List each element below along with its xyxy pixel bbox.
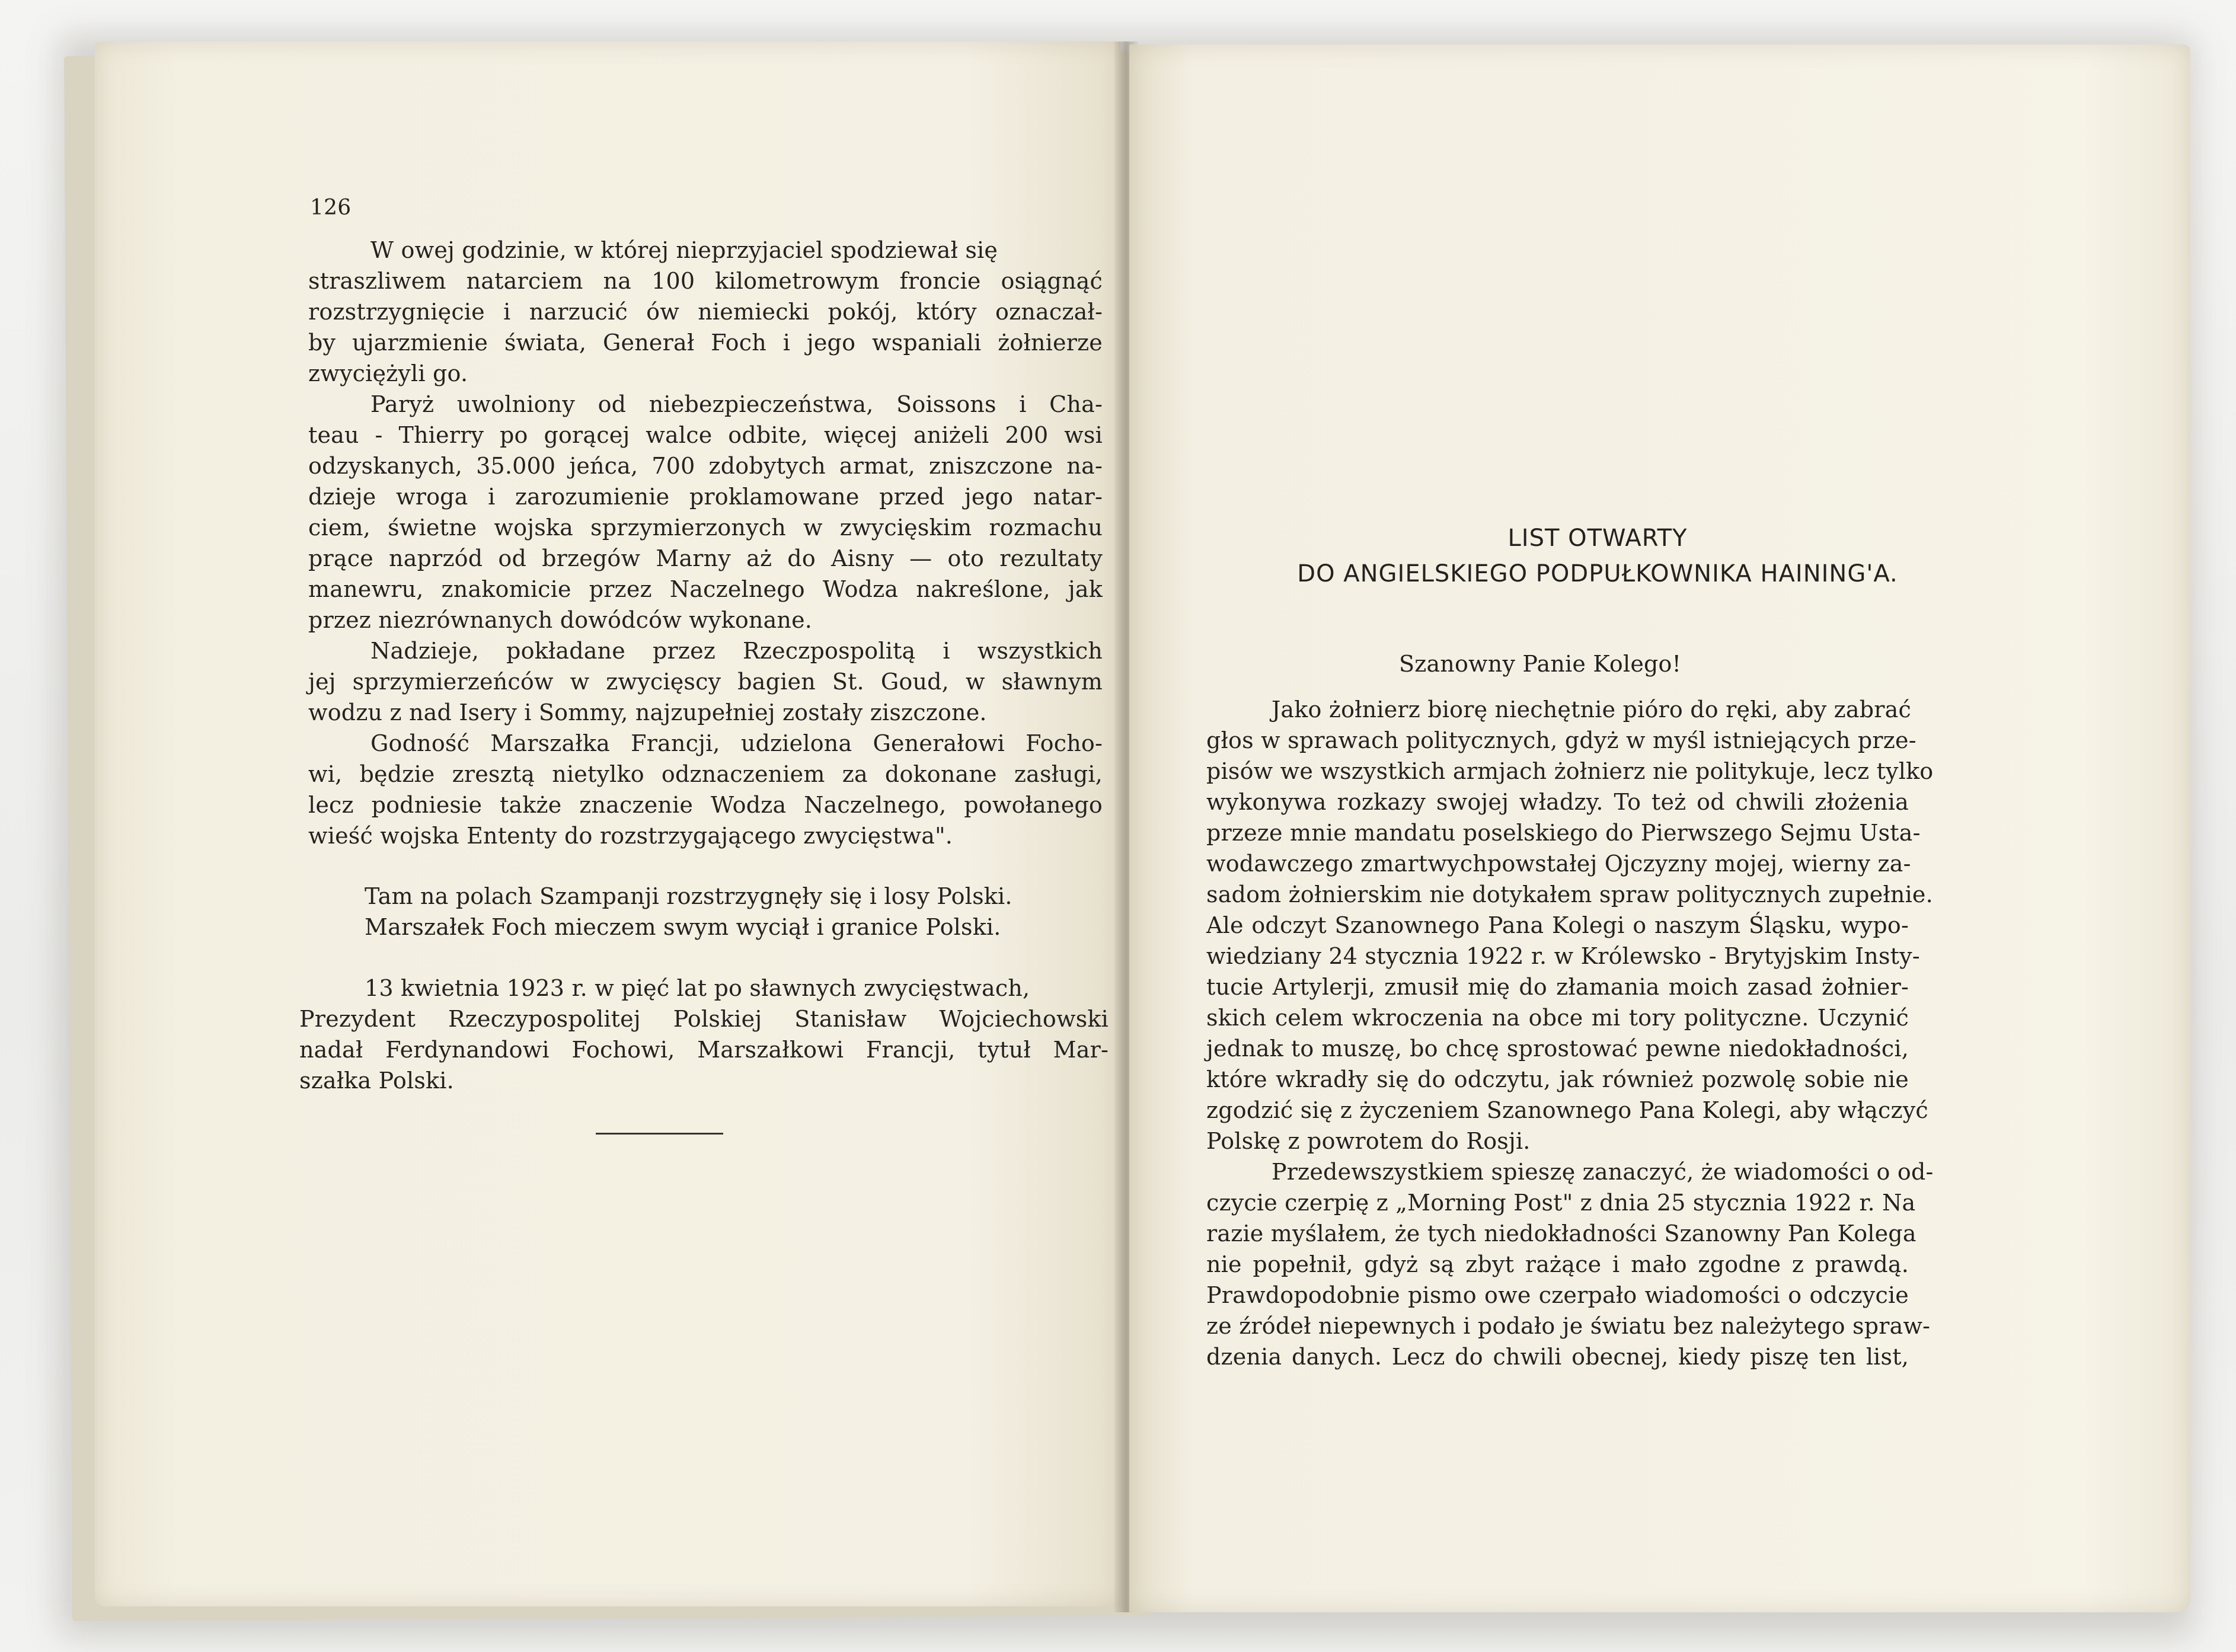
body-line: wieść wojska Ententy do rozstrzygającego zwycięstwa".	[308, 823, 953, 849]
body-line: zwyciężyli go.	[308, 360, 468, 386]
body-line: szałka Polski.	[299, 1068, 454, 1094]
body-line: Nadzieje, pokładane przez Rzeczpospolitą i wszystkich	[370, 638, 1103, 664]
body-line: wykonywa rozkazy swojej władzy. To też od chwili złożenia	[1206, 789, 1909, 815]
body-line: ze źródeł niepewnych i podało je światu bez należytego spraw-	[1206, 1313, 1931, 1339]
body-line: Marszałek Foch mieczem swym wyciął i granice Polski.	[365, 914, 1001, 940]
body-line: manewru, znakomicie przez Naczelnego Wodza nakreślone, jak	[308, 576, 1103, 602]
body-line: nie popełnił, gdyż są zbyt rażące i mało zgodne z prawdą.	[1206, 1251, 1909, 1277]
section-divider	[596, 1133, 723, 1135]
chapter-subtitle: DO ANGIELSKIEGO PODPUŁKOWNIKA HAINING'A.	[1297, 560, 1898, 587]
body-line: skich celem wkroczenia na obce mi tory polityczne. Uczynić	[1206, 1005, 1909, 1031]
body-line: które wkradły się do odczytu, jak również pozwolę sobie nie	[1206, 1066, 1909, 1092]
body-line: jednak to muszę, bo chcę sprostować pewne niedokładności,	[1206, 1036, 1909, 1062]
body-line: Tam na polach Szampanji rozstrzygnęły się i losy Polski.	[365, 883, 1012, 909]
body-line: wodzu z nad Isery i Sommy, najzupełniej zostały ziszczone.	[308, 699, 987, 726]
body-line: rozstrzygnięcie i narzucić ów niemiecki pokój, który oznaczał-	[308, 299, 1103, 325]
body-line: ciem, świetne wojska sprzymierzonych w zwycięskim rozmachu	[308, 515, 1103, 541]
body-line: lecz podniesie także znaczenie Wodza Naczelnego, powołanego	[308, 792, 1103, 818]
body-line: odzyskanych, 35.000 jeńca, 700 zdobytych armat, zniszczone na-	[308, 453, 1103, 479]
right-page	[1129, 44, 2190, 1612]
body-line: Jako żołnierz biorę niechętnie pióro do ręki, aby zabrać	[1272, 696, 1911, 723]
chapter-title: LIST OTWARTY	[1507, 525, 1688, 552]
body-line: straszliwem natarciem na 100 kilometrowym froncie osiągnąć	[308, 268, 1103, 294]
body-line: jej sprzymierzeńców w zwycięscy bagien St. Goud, w sławnym	[308, 669, 1103, 695]
body-line: przez niezrównanych dowódców wykonane.	[308, 607, 813, 633]
page-number: 126	[310, 196, 352, 220]
body-line: 13 kwietnia 1923 r. w pięć lat po sławnych zwycięstwach,	[365, 975, 1030, 1001]
body-line: nadał Ferdynandowi Fochowi, Marszałkowi Francji, tytuł Mar-	[299, 1037, 1109, 1063]
body-line: sadom żołnierskim nie dotykałem spraw politycznych zupełnie.	[1206, 881, 1933, 908]
body-line: W owej godzinie, w której nieprzyjaciel spodziewał się	[370, 237, 998, 263]
body-line: razie myślałem, że tych niedokładności Szanowny Pan Kolega	[1206, 1220, 1916, 1247]
body-line: czycie czerpię z „Morning Post" z dnia 25 stycznia 1922 r. Na	[1206, 1190, 1916, 1216]
body-line: wi, będzie zresztą nietylko odznaczeniem za dokonane zasługi,	[308, 761, 1103, 787]
salutation: Szanowny Panie Kolego!	[1399, 651, 1682, 677]
body-line: pisów we wszystkich armjach żołnierz nie polityku​je, lecz tylko	[1206, 758, 1934, 784]
body-line: przeze mnie mandatu poselskiego do Pierwszego Sejmu Usta-	[1206, 820, 1921, 846]
body-line: Polskę z powrotem do Rosji.	[1206, 1128, 1531, 1154]
body-line: Paryż uwolniony od niebezpieczeństwa, Soissons i Cha-	[370, 391, 1103, 417]
left-page	[95, 41, 1120, 1606]
body-line: wiedziany 24 stycznia 1922 r. w Królewsko - Brytyjskim Insty-	[1206, 943, 1920, 969]
body-line: teau - Thierry po gorącej walce odbite, więcej aniżeli 200 wsi	[308, 422, 1103, 448]
body-line: zgodzić się z życzeniem Szanownego Pana Kolegi, aby włączyć	[1206, 1097, 1928, 1123]
body-line: dzieje wroga i zarozumienie proklamowane przed jego natar-	[308, 484, 1103, 510]
body-line: prące naprzód od brzegów Marny aż do Aisny — oto rezultaty	[308, 545, 1103, 571]
body-line: Godność Marszałka Francji, udzielona Generałowi Focho-	[370, 730, 1103, 756]
body-line: głos w sprawach politycznych, gdyż w myśl istniejących prze-	[1206, 727, 1916, 753]
body-line: wodawczego zmartwychpowstałej Ojczyzny mojej, wierny za-	[1206, 851, 1911, 877]
body-line: Prawdopodobnie pismo owe czerpało wiadomości o odczycie	[1206, 1282, 1909, 1308]
body-line: Prezydent Rzeczypospolitej Polskiej Stanisław Wojciechowski	[299, 1006, 1109, 1032]
body-line: dzenia danych. Lecz do chwili obecnej, kiedy piszę ten list,	[1206, 1344, 1909, 1370]
body-line: Ale odczyt Szanownego Pana Kolegi o naszym Śląsku, wypo-	[1206, 912, 1909, 938]
body-line: by ujarzmienie świata, Generał Foch i jego wspaniali żołnierze	[308, 330, 1103, 356]
body-line: tucie Artylerji, zmusił mię do złamania moich zasad żołnier-	[1206, 974, 1909, 1000]
body-line: Przedewszystkiem spieszę zanaczyć, że wiadomości o od-	[1272, 1159, 1934, 1185]
